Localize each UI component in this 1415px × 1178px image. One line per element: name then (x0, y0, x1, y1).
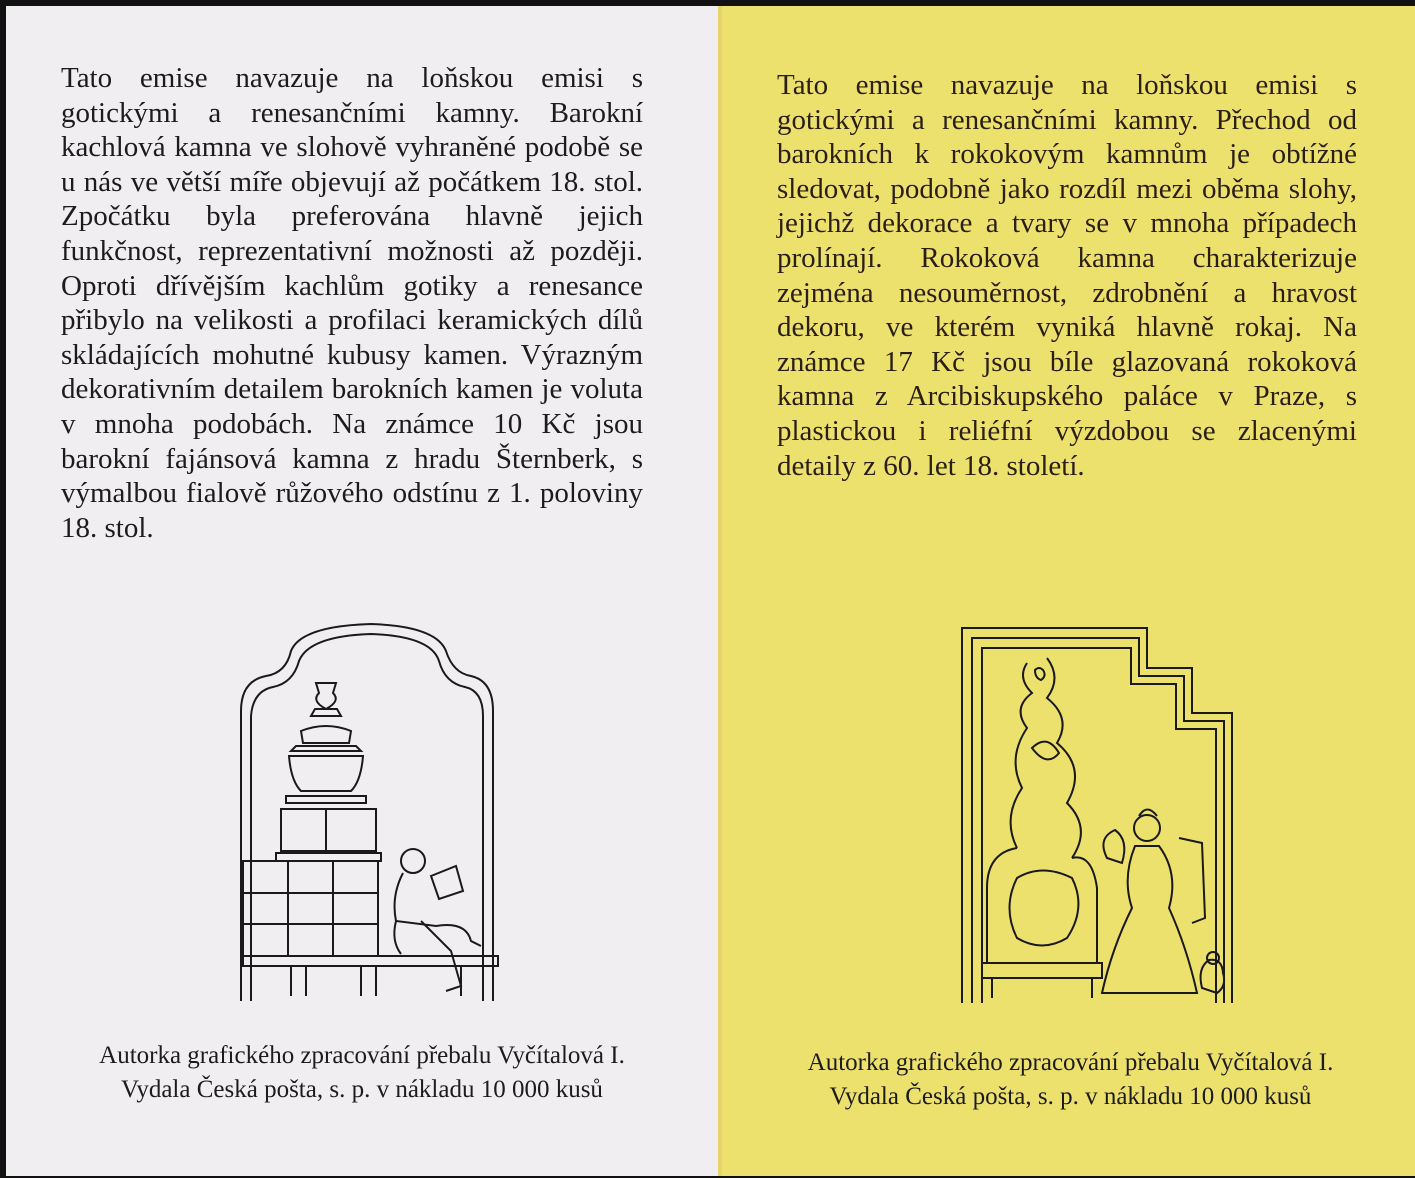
right-description-text: Tato emise navazuje na loňskou emisi s gotickými a renesančními kamny. Přechod od barokních k rokokovým kamnům je obtížné sledovat, podobně jako rozdíl mezi oběma slohy, jejichž dekorace a tvary se v mnoha případech prolínají. Rokoková kamna charakterizuje zejména nesouměrnost, zdrobnění a hravost dekoru, ve kterém vyniká hlavně rokaj. Na známce 17 Kč jsou bíle glazovaná rokoková kamna z Arcibiskupského paláce v Praze, s plastickou i reliéfní výzdobou se zlacenými detaily z 60. let 18. století. (777, 69, 1357, 482)
left-description-text: Tato emise navazuje na loňskou emisi s gotickými a renesančními kamny. Barokní kachlová kamna ve slohově vyhraněné podobě se u nás ve větší míře objevují až počátkem 18. stol. Zpočátku byla preferována hlavně jejich funkčnost, reprezentativní možnosti až později. Oproti dřívějším kachlům gotiky a renesance přibylo na velikosti a profilaci keramických dílů skládajících mohutné kubusy kamen. Výrazným dekorativním detailem barokních kamen je voluta v mnoha podobách. Na známce 10 Kč jsou barokní fajánsová kamna z hradu Šternberk, s výmalbou fialově růžového odstínu z 1. poloviny 18. stol. (61, 62, 643, 544)
baroque-stove-illustration (231, 621, 506, 1006)
right-credits (722, 1046, 1415, 1114)
right-credit-author: Autorka grafického zpracování přebalu Vyčítalová I. (807, 1049, 1334, 1076)
rococo-stove-illustration (947, 618, 1247, 1013)
left-credit-author: Autorka grafického zpracování přebalu Vyčítalová I. (99, 1042, 625, 1069)
right-credit-publisher: Vydala Česká pošta, s. p. v nákladu 10 000 kusů (829, 1083, 1312, 1110)
left-booklet-page (6, 6, 718, 1176)
left-credit-publisher: Vydala Česká pošta, s. p. v nákladu 10 000 kusů (121, 1076, 603, 1103)
left-credits (6, 1039, 718, 1107)
right-booklet-page (718, 6, 1415, 1176)
